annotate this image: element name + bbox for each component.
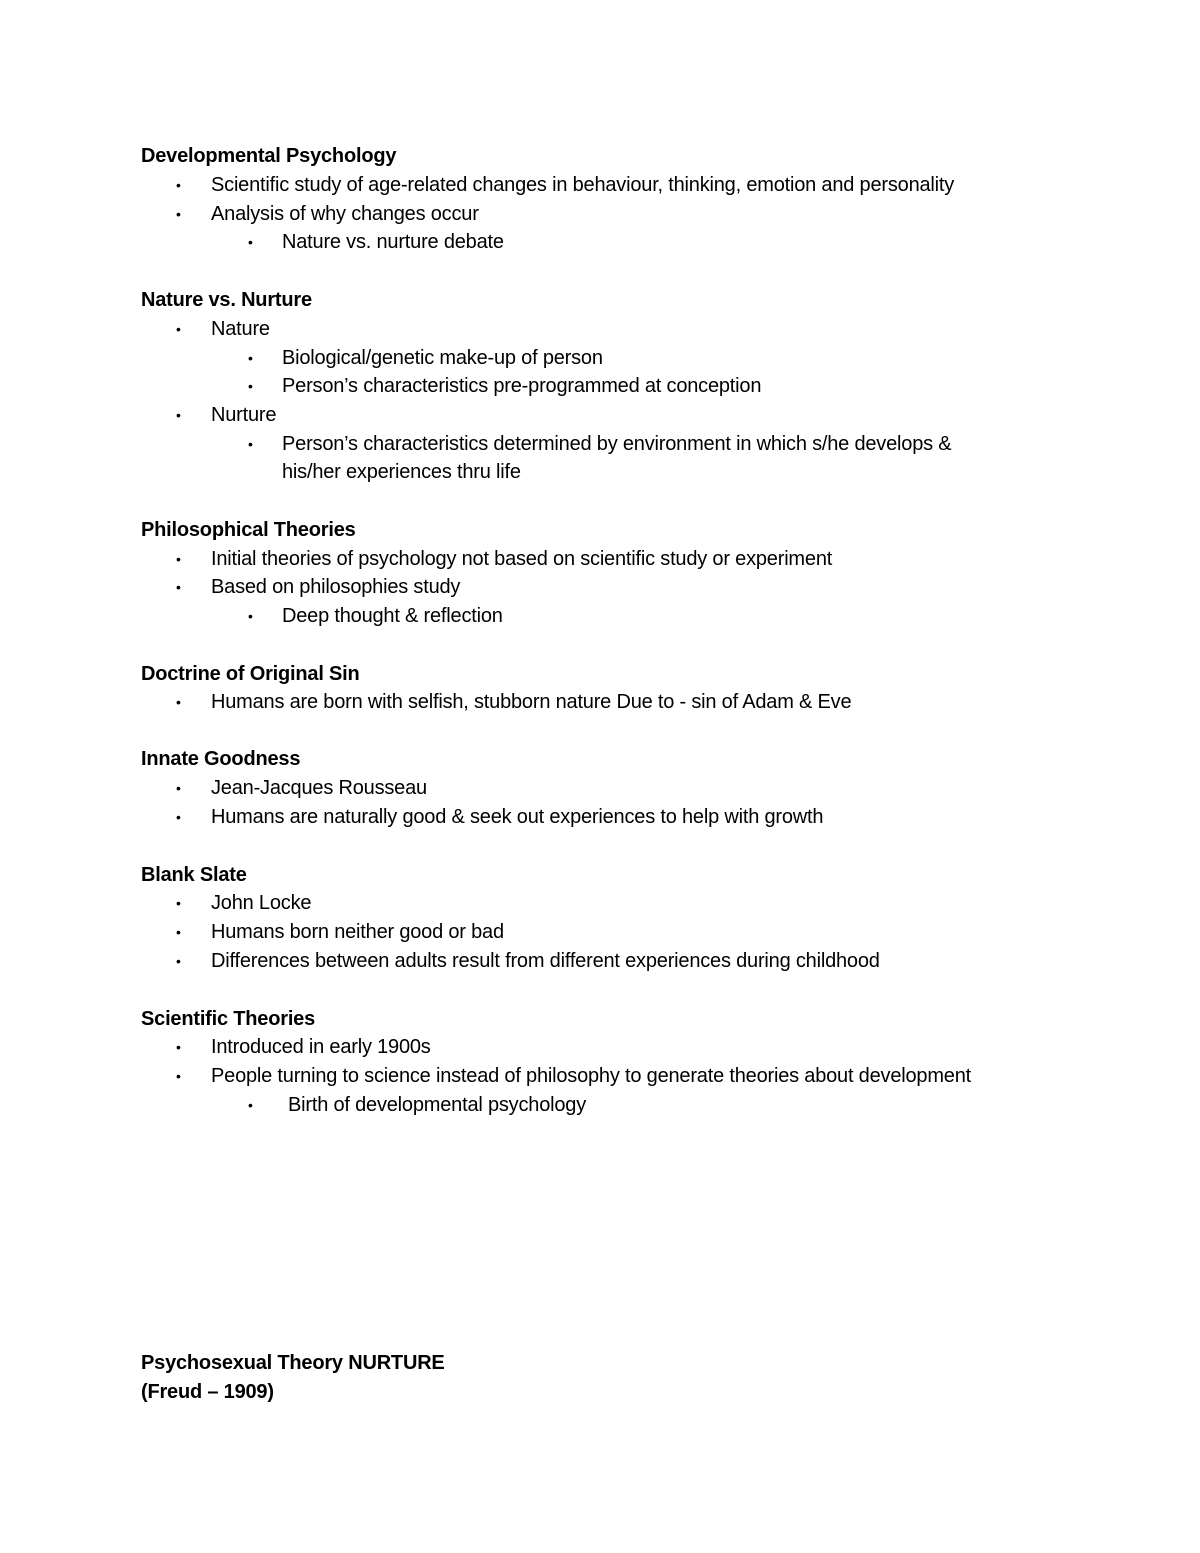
heading-nature-vs-nurture: Nature vs. Nurture [141,289,312,311]
heading-blank-slate: Blank Slate [141,864,247,886]
list-subitem: Nature vs. nurture debate [282,231,504,253]
heading-original-sin: Doctrine of Original Sin [141,663,360,685]
heading-scientific-theories: Scientific Theories [141,1008,316,1030]
heading-psychosexual-theory: Psychosexual Theory NURTURE [141,1352,445,1374]
list-item: Humans born neither good or bad [211,921,504,943]
list-item: People turning to science instead of philosophy to generate theories about development [211,1065,971,1087]
heading-innate-goodness: Innate Goodness [141,748,301,770]
list-item: Differences between adults result from different experiences during childhood [211,950,880,972]
bullet-icon: • [176,809,181,825]
bullet-icon: • [248,350,253,366]
list-subitem-continuation: his/her experiences thru life [282,461,521,483]
bullet-icon: • [176,694,181,710]
list-item: Scientific study of age-related changes in behaviour, thinking, emotion and personality [211,174,955,196]
bullet-icon: • [248,608,253,624]
list-subitem: Person’s characteristics determined by environment in which s/he develops & [282,433,952,455]
list-item: Based on philosophies study [211,576,461,598]
list-item: Introduced in early 1900s [211,1036,431,1058]
bullet-icon: • [248,1097,253,1113]
bullet-icon: • [176,924,181,940]
list-subitem: Person’s characteristics pre-programmed at conception [282,375,762,397]
list-item: John Locke [211,892,312,914]
list-item: Humans are born with selfish, stubborn nature Due to - sin of Adam & Eve [211,691,852,713]
list-subitem: Deep thought & reflection [282,605,503,627]
list-item: Analysis of why changes occur [211,203,479,225]
heading-developmental-psychology: Developmental Psychology [141,145,397,167]
bullet-icon: • [176,1068,181,1084]
bullet-icon: • [176,579,181,595]
list-item: Initial theories of psychology not based on scientific study or experiment [211,548,833,570]
list-item: Jean-Jacques Rousseau [211,777,427,799]
bullet-icon: • [176,551,181,567]
bullet-icon: • [176,206,181,222]
bullet-icon: • [176,953,181,969]
bullet-icon: • [176,407,181,423]
bullet-icon: • [248,234,253,250]
bullet-icon: • [176,177,181,193]
list-subitem: Biological/genetic make-up of person [282,347,603,369]
list-item: Nature [211,318,270,340]
list-item: Nurture [211,404,277,426]
list-item: Humans are naturally good & seek out experiences to help with growth [211,806,824,828]
bullet-icon: • [176,321,181,337]
bullet-icon: • [248,436,253,452]
bullet-icon: • [176,780,181,796]
subheading-freud: (Freud – 1909) [141,1381,274,1403]
bullet-icon: • [176,895,181,911]
bullet-icon: • [176,1039,181,1055]
heading-philosophical-theories: Philosophical Theories [141,519,356,541]
bullet-icon: • [248,378,253,394]
list-subitem: Birth of developmental psychology [288,1094,587,1116]
